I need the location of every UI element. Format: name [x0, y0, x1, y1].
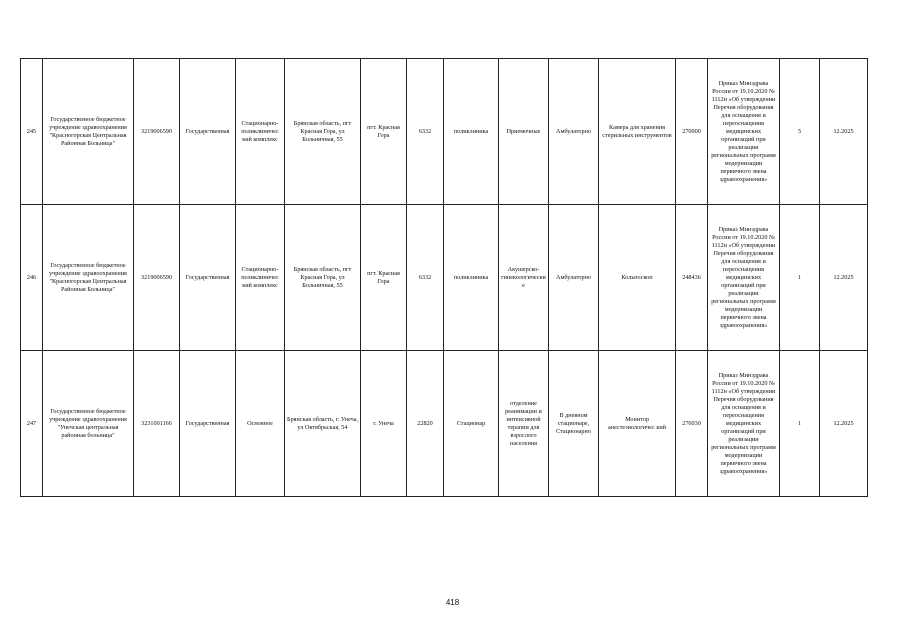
cell-complex: Стационарно-поликлиничес кий комплекс: [236, 59, 285, 205]
cell-care-conditions: Амбулаторно: [549, 59, 599, 205]
cell-ownership: Государственная: [180, 59, 236, 205]
cell-facility-type: поликлиника: [444, 205, 499, 351]
cell-quantity: 1: [780, 205, 820, 351]
cell-organization: Государственное бюджетное учреждение здравоохранения "Красногорская Центральная Районная Больница": [43, 59, 134, 205]
cell-basis: Приказ Минздрава России от 19.10.2020 № 1112н «Об утверждении Перечня оборудования для оснащения и переоснащения медицинских организаций при реализации региональных программ модернизации первичного звена здравоохранения»: [708, 205, 780, 351]
cell-number: 246: [21, 205, 43, 351]
table-row: [21, 351, 868, 497]
cell-facility-type: поликлиника: [444, 59, 499, 205]
cell-date: 12.2025: [820, 59, 868, 205]
equipment-table: [20, 58, 868, 497]
cell-ownership: Государственная: [180, 351, 236, 497]
cell-code: 3219006590: [134, 59, 180, 205]
table-row: [21, 205, 868, 351]
cell-locality: пгт. Красная Гора: [361, 59, 407, 205]
cell-price: 270000: [676, 59, 708, 205]
cell-equipment: Кольпоскоп: [599, 205, 676, 351]
cell-price: 276030: [676, 351, 708, 497]
cell-quantity: 1: [780, 351, 820, 497]
cell-care-conditions: В дневном стационаре, Стационарно: [549, 351, 599, 497]
cell-ownership: Государственная: [180, 205, 236, 351]
cell-equipment: Камера для хранения стерильных инструментов: [599, 59, 676, 205]
cell-address: Брянская область, пгт Красная Гора, ул Больничная, 55: [285, 205, 361, 351]
cell-postcode: 6332: [407, 205, 444, 351]
cell-equipment: Монитор анестезиологичес кий: [599, 351, 676, 497]
cell-postcode: 6332: [407, 59, 444, 205]
cell-department: Приемочные: [499, 59, 549, 205]
cell-price: 248436: [676, 205, 708, 351]
cell-department: Акушерско-гинекологически е: [499, 205, 549, 351]
cell-basis: Приказ Минздрава России от 19.10.2020 № 1112н «Об утверждении Перечня оборудования для оснащения и переоснащения медицинских организаций при реализации региональных программ модернизации первичного звена здравоохранения»: [708, 351, 780, 497]
cell-quantity: 5: [780, 59, 820, 205]
cell-number: 245: [21, 59, 43, 205]
cell-department: отделение реанимации и интенсивной терапии для взрослого населения: [499, 351, 549, 497]
cell-complex: Основное: [236, 351, 285, 497]
cell-complex: Стационарно-поликлиничес кий комплекс: [236, 205, 285, 351]
cell-locality: г. Унеча: [361, 351, 407, 497]
cell-date: 12.2025: [820, 205, 868, 351]
cell-facility-type: Стационар: [444, 351, 499, 497]
cell-organization: Государственное бюджетное учреждение здравоохранения "Унечская центральная районная больница": [43, 351, 134, 497]
cell-organization: Государственное бюджетное учреждение здравоохранения "Красногорская Центральная Районная Больница": [43, 205, 134, 351]
cell-basis: Приказ Минздрава России от 19.10.2020 № 1112н «Об утверждении Перечня оборудования для оснащения и переоснащения медицинских организаций при реализации региональных программ модернизации первичного звена здравоохранения»: [708, 59, 780, 205]
table-row: [21, 59, 868, 205]
cell-address: Брянская область, пгт Красная Гора, ул Больничная, 55: [285, 59, 361, 205]
cell-care-conditions: Амбулаторно: [549, 205, 599, 351]
cell-date: 12.2025: [820, 351, 868, 497]
cell-number: 247: [21, 351, 43, 497]
cell-locality: пгт. Красная Гора: [361, 205, 407, 351]
cell-address: Брянская область, г. Унеча, ул Октябрьская, 54: [285, 351, 361, 497]
cell-postcode: 22820: [407, 351, 444, 497]
cell-code: 3219006590: [134, 205, 180, 351]
cell-code: 3231001166: [134, 351, 180, 497]
page-number: 418: [445, 598, 460, 607]
